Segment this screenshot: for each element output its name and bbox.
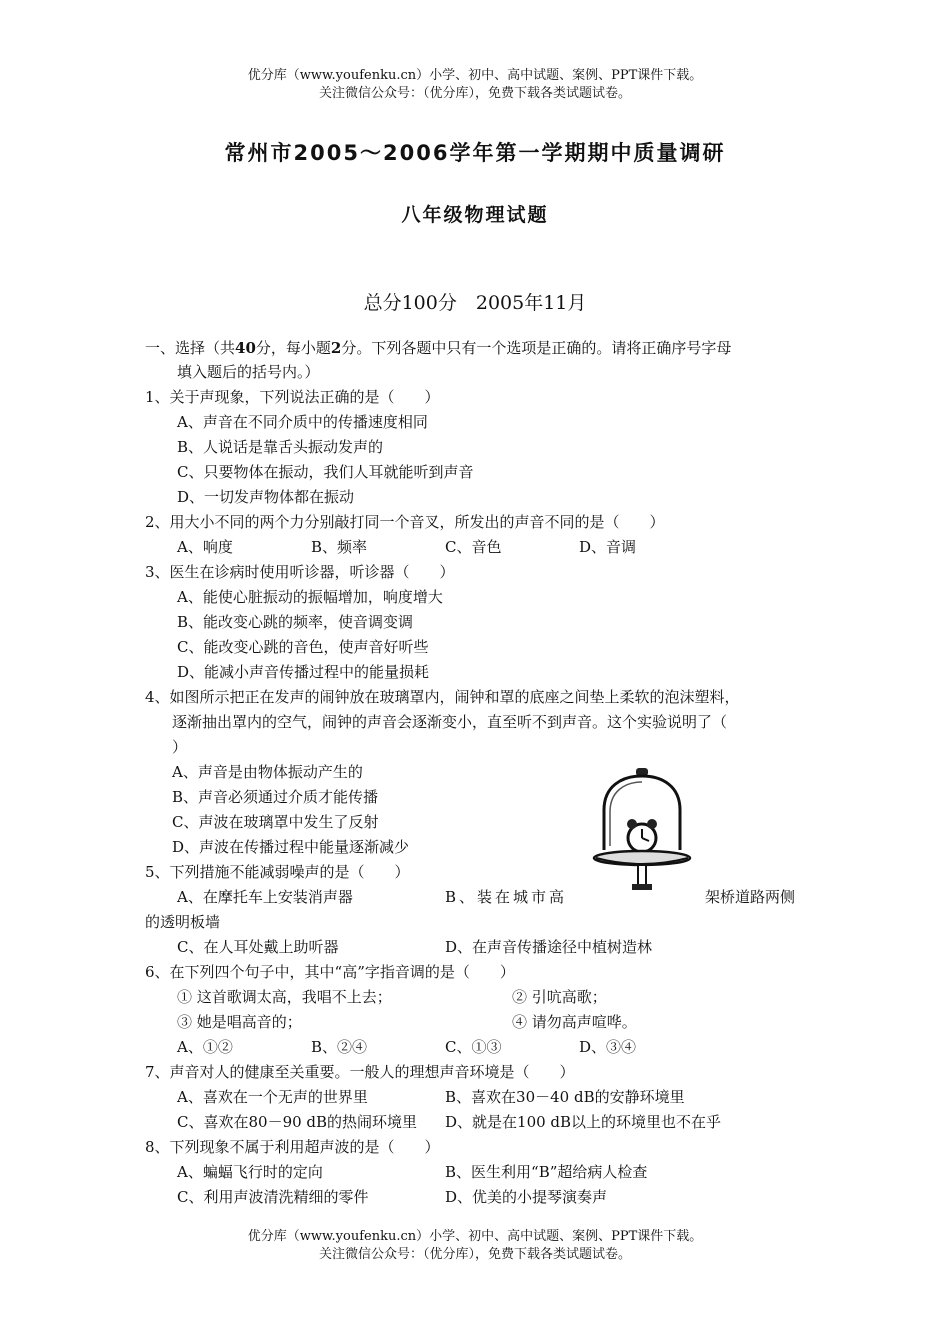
q8-option-c: C、利用声波清洗精细的零件 <box>177 1188 369 1206</box>
q8-option-b: B、医生利用“B”超给病人检查 <box>445 1163 648 1181</box>
q3-option-d: D、能减小声音传播过程中的能量损耗 <box>177 663 430 681</box>
section-intro-cont: 填入题后的括号内。） <box>177 363 320 381</box>
exam-title: 常州市2005～2006学年第一学期期中质量调研 <box>224 141 726 165</box>
q7-option-b: B、喜欢在30－40 dB的安静环境里 <box>445 1088 685 1106</box>
q7-option-a: A、喜欢在一个无声的世界里 <box>177 1088 368 1106</box>
q2-option-c: C、音色 <box>445 538 502 556</box>
q5-option-c: C、在人耳处戴上助听器 <box>177 938 339 956</box>
q4-stem-2: 逐渐抽出罩内的空气，闹钟的声音会逐渐变小，直至听不到声音。这个实验说明了（ <box>172 713 728 731</box>
q4-stem-3: ） <box>172 738 188 756</box>
footer-line-2: 关注微信公众号：（优分库），免费下载各类试题试卷。 <box>318 1247 631 1262</box>
q8-option-d: D、优美的小提琴演奏声 <box>445 1188 608 1206</box>
q4-option-d: D、声波在传播过程中能量逐渐减少 <box>172 838 410 856</box>
q5-option-b-part2: 架桥道路两侧 <box>705 888 796 906</box>
q6-stem: 6、在下列四个句子中，其中“高”字指音调的是（ ） <box>145 963 515 981</box>
q3-stem: 3、医生在诊病时使用听诊器，听诊器（ ） <box>145 563 455 581</box>
header-line-2: 关注微信公众号：（优分库），免费下载各类试题试卷。 <box>318 86 631 101</box>
q6-option-d: D、③④ <box>579 1038 637 1056</box>
q6-sentence-2: ② 引吭高歌； <box>512 988 607 1006</box>
q4-stem-1: 4、如图所示把正在发声的闹钟放在玻璃罩内，闹钟和罩的底座之间垫上柔软的泡沫塑料， <box>145 688 740 706</box>
section-intro: 一、选择（共40分，每小题2分。下列各题中只有一个选项是正确的。请将正确序号字母 <box>145 339 732 357</box>
q6-sentence-3: ③ 她是唱高音的； <box>177 1013 302 1031</box>
q7-stem: 7、声音对人的健康至关重要。一般人的理想声音环境是（ ） <box>145 1063 575 1081</box>
q5-option-d: D、在声音传播途径中植树造林 <box>445 938 653 956</box>
q5-option-a: A、在摩托车上安装消声器 <box>177 888 353 906</box>
q4-option-b: B、声音必须通过介质才能传播 <box>172 788 379 806</box>
q1-option-a: A、声音在不同介质中的传播速度相同 <box>177 413 428 431</box>
exam-subtitle: 八年级物理试题 <box>401 204 549 226</box>
q2-option-b: B、频率 <box>311 538 368 556</box>
q6-sentence-4: ④ 请勿高声喧哗。 <box>512 1013 637 1031</box>
q3-option-a: A、能使心脏振动的振幅增加，响度增大 <box>177 588 443 606</box>
q4-option-a: A、声音是由物体振动产生的 <box>172 763 363 781</box>
q6-sentence-1: ① 这首歌调太高，我唱不上去； <box>177 988 392 1006</box>
q7-option-d: D、就是在100 dB以上的环境里也不在乎 <box>445 1113 722 1131</box>
q2-option-a: A、响度 <box>177 538 233 556</box>
bell-jar-alarm-clock-figure <box>592 766 692 894</box>
footer-line-1: 优分库（www.youfenku.cn）小学、初中、高中试题、案例、PPT课件下载。 <box>247 1229 703 1244</box>
q1-option-c: C、只要物体在振动，我们人耳就能听到声音 <box>177 463 474 481</box>
q6-option-b: B、②④ <box>311 1038 368 1056</box>
q6-option-c: C、①③ <box>445 1038 502 1056</box>
q6-option-a: A、①② <box>177 1038 233 1056</box>
q5-option-b-part3: 的透明板墙 <box>145 913 221 931</box>
q1-stem: 1、关于声现象，下列说法正确的是（ ） <box>145 388 440 406</box>
air-pipe <box>638 865 646 885</box>
header-line-1: 优分库（www.youfenku.cn）小学、初中、高中试题、案例、PPT课件下载。 <box>247 68 703 83</box>
q8-option-a: A、蝙蝠飞行时的定向 <box>177 1163 323 1181</box>
q2-option-d: D、音调 <box>579 538 637 556</box>
q1-option-b: B、人说话是靠舌头振动发声的 <box>177 438 384 456</box>
q5-stem: 5、下列措施不能减弱噪声的是（ ） <box>145 863 410 881</box>
q5-option-b-part1: B、装在城市高 <box>445 888 568 906</box>
score-date-line: 总分100分 2005年11月 <box>363 292 587 314</box>
q8-stem: 8、下列现象不属于利用超声波的是（ ） <box>145 1138 440 1156</box>
q3-option-c: C、能改变心跳的音色，使声音好听些 <box>177 638 429 656</box>
q1-option-d: D、一切发声物体都在振动 <box>177 488 355 506</box>
q7-option-c: C、喜欢在80－90 dB的热闹环境里 <box>177 1113 418 1131</box>
jar-base-plate <box>594 851 690 865</box>
q4-option-c: C、声波在玻璃罩中发生了反射 <box>172 813 379 831</box>
q3-option-b: B、能改变心跳的频率，使音调变调 <box>177 613 414 631</box>
q2-stem: 2、用大小不同的两个力分别敲打同一个音叉，所发出的声音不同的是（ ） <box>145 513 665 531</box>
